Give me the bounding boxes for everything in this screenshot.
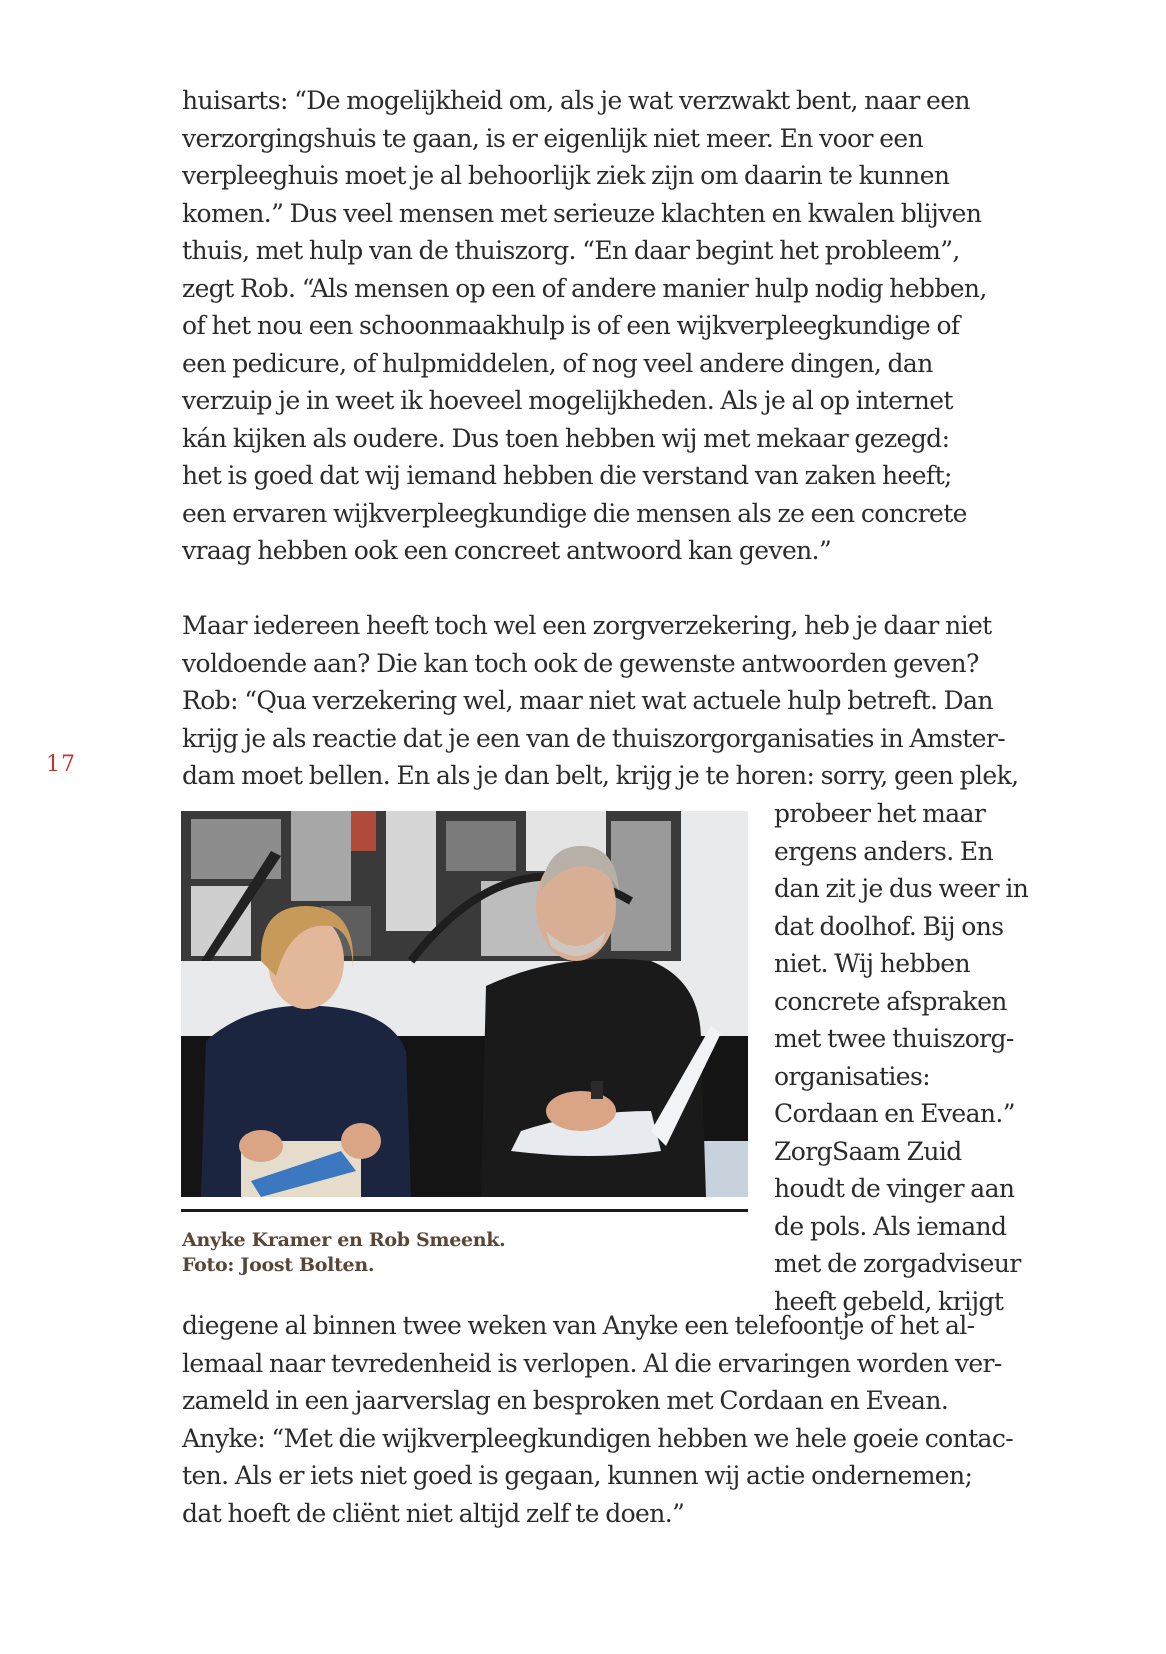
- text-line: heeft gebeld, krijgt: [774, 1286, 1004, 1316]
- text-line: huisarts: “De mogelijkheid om, als je wat verzwakt bent, naar een: [182, 86, 970, 115]
- text-line: voldoende aan? Die kan toch ook de gewenste antwoorden geven?: [182, 648, 979, 678]
- paragraph-3: [182, 1307, 1013, 1532]
- photo-illustration: [181, 811, 748, 1197]
- text-line: Cordaan en Evean.”: [774, 1099, 1015, 1128]
- text-line: krijg je als reactie dat je een van de thuiszorgorganisaties in Amster-: [182, 723, 1006, 753]
- text-line: of het nou een schoonmaakhulp is of een wijkverpleegkundige of: [182, 311, 960, 340]
- text-line: Rob: “Qua verzekering wel, maar niet wat actuele hulp betreft. Dan: [182, 686, 993, 715]
- photo: [181, 811, 748, 1197]
- text-line: met twee thuiszorg-: [774, 1024, 1014, 1053]
- text-line: ten. Als er iets niet goed is gegaan, kunnen wij actie ondernemen;: [182, 1461, 973, 1490]
- text-line: een ervaren wijkverpleegkundige die mensen als ze een concrete: [182, 498, 967, 528]
- text-line: thuis, met hulp van de thuiszorg. “En daar begint het probleem”,: [182, 236, 960, 265]
- paragraph-1: [182, 82, 987, 570]
- text-line: verpleeghuis moet je al behoorlijk ziek zijn om daarin te kunnen: [182, 161, 950, 190]
- text-line: zegt Rob. “Als mensen op een of andere manier hulp nodig hebben,: [182, 273, 987, 303]
- text-line: ergens anders. En: [774, 836, 994, 866]
- text-line: Maar iedereen heeft toch wel een zorgverzekering, heb je daar niet: [182, 611, 992, 640]
- page-number: 17: [46, 752, 76, 777]
- paragraph-2: [182, 607, 1019, 795]
- text-line: komen.” Dus veel mensen met serieuze klachten en kwalen blijven: [182, 198, 982, 228]
- text-line: dat hoeft de cliënt niet altijd zelf te doen.”: [182, 1498, 685, 1528]
- photo-caption: [182, 1228, 506, 1278]
- text-line: lemaal naar tevredenheid is verlopen. Al die ervaringen worden ver-: [182, 1348, 1002, 1378]
- caption-credit: Foto: Joost Bolten.: [182, 1254, 375, 1276]
- paragraph-2-wrapped: [774, 795, 1028, 1320]
- text-line: concrete afspraken: [774, 986, 1007, 1016]
- text-line: vraag hebben ook een concreet antwoord kan geven.”: [182, 536, 832, 565]
- text-line: met de zorgadviseur: [774, 1249, 1021, 1278]
- text-line: dam moet bellen. En als je dan belt, krijg je te horen: sorry, geen plek,: [182, 761, 1019, 790]
- text-line: verzorgingshuis te gaan, is er eigenlijk niet meer. En voor een: [182, 123, 924, 153]
- text-line: verzuip je in weet ik hoeveel mogelijkheden. Als je al op internet: [182, 386, 953, 415]
- text-line: probeer het maar: [774, 799, 986, 828]
- text-line: zameld in een jaarverslag en besproken met Cordaan en Evean.: [182, 1386, 949, 1415]
- text-line: organisaties:: [774, 1061, 931, 1091]
- text-line: Anyke: “Met die wijkverpleegkundigen hebben we hele goeie contac-: [182, 1423, 1014, 1453]
- text-line: een pedicure, of hulpmiddelen, of nog veel andere dingen, dan: [182, 348, 933, 378]
- text-line: niet. Wij hebben: [774, 949, 970, 978]
- text-line: het is goed dat wij iemand hebben die verstand van zaken heeft;: [182, 461, 952, 490]
- text-line: dan zit je dus weer in: [774, 874, 1029, 903]
- text-line: ZorgSaam Zuid: [774, 1136, 962, 1166]
- text-line: kán kijken als oudere. Dus toen hebben wij met mekaar gezegd:: [182, 423, 950, 453]
- text-line: de pols. Als iemand: [774, 1211, 1007, 1241]
- caption-rule: [181, 1209, 748, 1212]
- caption-line: Anyke Kramer en Rob Smeenk.: [182, 1229, 506, 1251]
- text-line: houdt de vinger aan: [774, 1174, 1015, 1203]
- text-line: diegene al binnen twee weken van Anyke een telefoontje of het al-: [182, 1311, 975, 1340]
- text-line: dat doolhof. Bij ons: [774, 911, 1004, 941]
